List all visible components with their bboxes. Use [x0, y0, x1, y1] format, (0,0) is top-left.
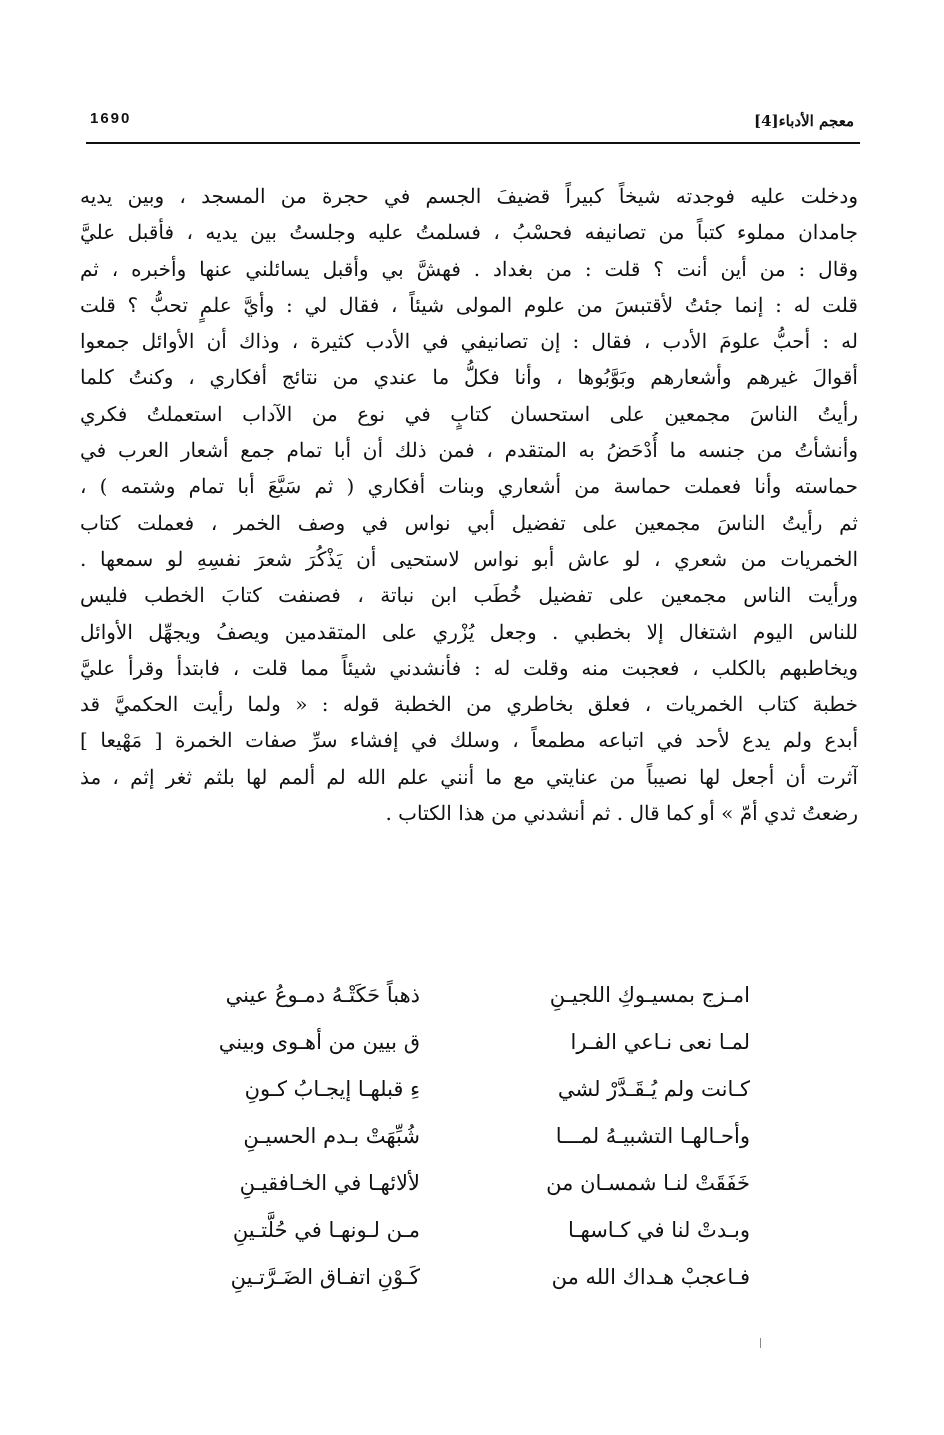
poem-verse: [150, 1019, 750, 1066]
prose-line: ورأيت الناس مجمعين على تفضيل خُطَب ابن نباتة ، فصنفت كتابَ الخطب فليس: [80, 583, 858, 608]
prose-line: وقال : من أين أنت ؟ قلت : من بغداد . فهشَّ بي وأقبل يسائلني عنها وأخبره ، ثم: [80, 256, 858, 281]
verse-first-hemistich: امـزج بمسيـوكِ اللجيـنِ: [549, 983, 750, 1007]
prose-line: ودخلت عليه فوجدته شيخاً كبيراً قضيفَ الجسم في حجرة من المسجد ، وبين يديه: [80, 184, 858, 208]
prose-line: أقوالَ غيرهم وأشعارهم وبَوَّبُوها ، وأنا فكلُّ ما عندي من نتائج أفكاري ، وكنتُ كلما: [80, 365, 858, 390]
prose-line: ويخاطبهم بالكلب ، فعجبت منه وقلت له : فأنشدني شيئاً مما قلت ، فابتدأ وقرأ عليَّ: [80, 655, 858, 680]
prose-line: جامدان مملوء كتباً من تصانيفه فحسْبُ ، فسلمتُ عليه وجلستُ بين يديه ، فأقبل عليَّ: [80, 220, 858, 245]
verse-first-hemistich: خَفَقَتْ لنـا شمسـان من: [546, 1171, 750, 1195]
verse-first-hemistich: فـاعجبْ هـداك الله من: [551, 1265, 750, 1289]
verse-second-hemistich: ءِ قبلهـا إيجـابُ كـونِ: [244, 1077, 420, 1101]
verse-second-hemistich: ذهباً حَكَتْـهُ دمـوعُ عيني: [225, 983, 420, 1007]
poem-verse: [150, 1113, 750, 1160]
prose-line: له : أحبُّ علومَ الأدب ، فقال : إن تصانيفي في الأدب كثيرة ، وذاك أن الأوائل جمعوا: [80, 329, 858, 354]
verse-second-hemistich: ق بيين من أهـوى وبيني: [218, 1030, 420, 1054]
verse-first-hemistich: كـانت ولم يُـقَـدَّرْ لشي: [557, 1077, 750, 1101]
running-title: معجم الأدباء[4]: [753, 112, 854, 130]
prose-line: قلت له : إنما جئتُ لأقتبسَ من علوم المولى شيئاً ، فقال لي : وأيَّ علمٍ تحبُّ ؟ قلت: [80, 292, 858, 317]
poem-verse: [150, 1254, 750, 1301]
poem-verse: [150, 1207, 750, 1254]
prose-line: حماسته وأنا فعملت حماسة من أشعاري وبنات أفكاري ( ثم سَبَّعَ أبا تمام وشتمه ) ،: [80, 474, 858, 499]
prose-line: رأيتُ الناسَ مجمعين على استحسان كتابٍ في نوع من الآداب استعملتُ فكري: [80, 401, 858, 426]
prose-line: للناس اليوم اشتغال إلا بخطبي . وجعل يُزْري على المتقدمين ويصفُ ويجهِّل الأوائل: [80, 619, 858, 644]
prose-line: خطبة كتاب الخمريات ، فعلق بخاطري من الخطبة قوله : « ولما رأيت الحكميَّ قد: [80, 692, 858, 717]
verse-second-hemistich: كَـوْنِ اتفـاق الضَـرَّتـينِ: [230, 1265, 420, 1289]
verse-second-hemistich: شُبِّهَتْ بـدم الحسيـنِ: [243, 1124, 420, 1148]
prose-line: الخمريات من شعري ، لو عاش أبو نواس لاستحيى أن يَذْكُرَ شعرَ نفسِهِ لو سمعها .: [80, 546, 858, 571]
poem-block: [150, 972, 750, 1301]
verse-second-hemistich: لألائهـا في الخـافقيـنِ: [239, 1171, 420, 1195]
prose-line: أبدع ولم يدع لأحد في اتباعه مطمعاً ، وسلك في إفشاء سرِّ صفات الخمرة [ مَهْيعا ]: [80, 728, 858, 753]
scan-mark: [760, 1338, 761, 1348]
verse-second-hemistich: مـن لـونهـا في حُلَّتـينِ: [232, 1218, 420, 1242]
verse-first-hemistich: وأحـالهـا التشبيـهُ لمـــا: [555, 1124, 750, 1148]
prose-line: وأنشأتُ من جنسه ما أُدْحَضُ به المتقدم ، فمن ذلك أن أبا تمام جمع أشعار العرب في: [80, 438, 858, 463]
prose-line: رضعتُ ثدي أمّ » أو كما قال . ثم أنشدني من هذا الكتاب .: [385, 801, 858, 826]
verse-first-hemistich: وبـدتْ لنا في كـاسهـا: [567, 1218, 750, 1242]
poem-verse: [150, 1066, 750, 1113]
page-number: 1690: [90, 110, 132, 127]
prose-line: آثرت أن أجعل لها نصيباً من عنايتي مع ما أنني علم الله لم ألمم لها بلثم ثغر إثم ، مذ: [80, 764, 858, 789]
poem-verse: [150, 972, 750, 1019]
prose-block: [80, 178, 858, 831]
header-rule: [86, 142, 860, 144]
poem-verse: [150, 1160, 750, 1207]
prose-line: ثم رأيتُ الناسَ مجمعين على تفضيل أبي نواس في وصف الخمر ، فعملت كتاب: [80, 510, 858, 535]
verse-first-hemistich: لمـا نعى نـاعي الفـرا: [570, 1030, 750, 1054]
